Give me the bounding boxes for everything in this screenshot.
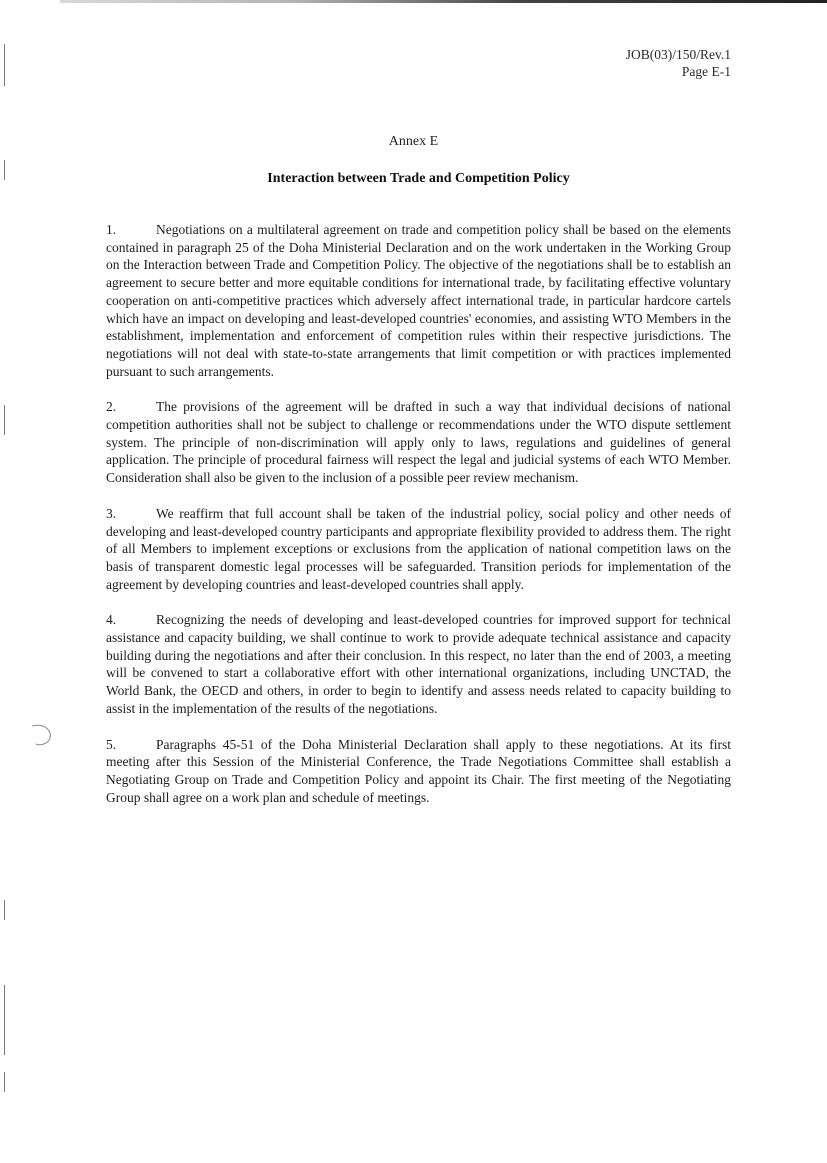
page-number: Page E-1	[681, 64, 731, 79]
paragraph-3	[106, 505, 731, 594]
scan-edge-mark	[4, 900, 5, 920]
scan-edge-mark	[4, 405, 5, 435]
paragraph-number: 5.	[106, 736, 117, 752]
paragraph-text: Paragraphs 45-51 of the Doha Ministerial Declaration shall apply to these negotiations. At its first meeting after this Session of the Ministerial Conference, the Trade Negotiations Committee shall establish a Negotiating Group on Trade and Competition Policy and appoint its Chair. The first meeting of the Negotiating Group shall agree on a work plan and schedule of meetings.	[106, 736, 731, 805]
paragraph-1	[106, 221, 731, 380]
paragraph-number: 2.	[106, 399, 117, 415]
paragraph-number: 3.	[106, 505, 117, 521]
paragraph-text: The provisions of the agreement will be drafted in such a way that individual decisions of national competition authorities shall not be subject to challenge or recommendations under the WTO dispute settlement system. The principle of non-discrimination will apply only to laws, regulations and guidelines of general application. The principle of procedural fairness will respect the legal and judicial systems of each WTO Member. Consideration shall also be given to the inclusion of a possible peer review mechanism.	[106, 399, 731, 486]
scan-edge-mark	[4, 44, 5, 86]
paragraph-2	[106, 398, 731, 487]
paragraph-5	[106, 736, 731, 807]
document-body	[106, 221, 731, 824]
scan-edge-mark	[4, 985, 5, 1055]
scan-artifact-curve	[30, 722, 56, 748]
paragraph-text: Negotiations on a multilateral agreement on trade and competition policy shall be based on the elements contained in paragraph 25 of the Doha Ministerial Declaration and on the work undertaken in the Working Group on the Interaction between Trade and Competition Policy. The objective of the negotiations shall be to establish an agreement to secure better and more equitable conditions for international trade, by facilitating effective voluntary cooperation on anti-competitive practices which adversely affect international trade, in particular hardcore cartels which have an impact on developing and least-developed countries' economies, and assisting WTO Members in the establishment, implementation and enforcement of competition rules within their respective jurisdictions. The negotiations will not deal with state-to-state arrangements that limit competition or with practices implemented pursuant to such arrangements.	[106, 222, 731, 379]
annex-title: Annex E	[388, 134, 439, 149]
paragraph-number: 1.	[106, 222, 117, 237]
scan-edge-mark	[4, 1072, 5, 1092]
paragraph-number: 4.	[106, 612, 117, 628]
document-title: Interaction between Trade and Competition Policy	[267, 171, 570, 186]
scan-edge-top	[60, 0, 827, 3]
paragraph-4	[106, 611, 731, 717]
paragraph-text: Recognizing the needs of developing and least-developed countries for improved support for technical assistance and capacity building, we shall continue to work to provide adequate technical assistance and capacity building during the negotiations and after their conclusion. In this respect, no later than the end of 2003, a meeting will be convened to start a collaborative effort with other international organizations, including UNCTAD, the World Bank, the OECD and others, in order to begin to identify and assess needs related to capacity building to assist in the implementation of the results of the negotiations.	[106, 612, 731, 716]
document-reference: JOB(03)/150/Rev.1	[625, 47, 731, 62]
paragraph-text: We reaffirm that full account shall be taken of the industrial policy, social policy and other needs of developing and least-developed country participants and appropriate flexibility provided to address them. The right of all Members to implement exceptions or exclusions from the application of national competition laws on the basis of transparent domestic legal processes will be safeguarded. Transition periods for implementation of the agreement by developing countries and least-developed countries shall apply.	[106, 505, 731, 592]
page-header	[626, 46, 731, 80]
